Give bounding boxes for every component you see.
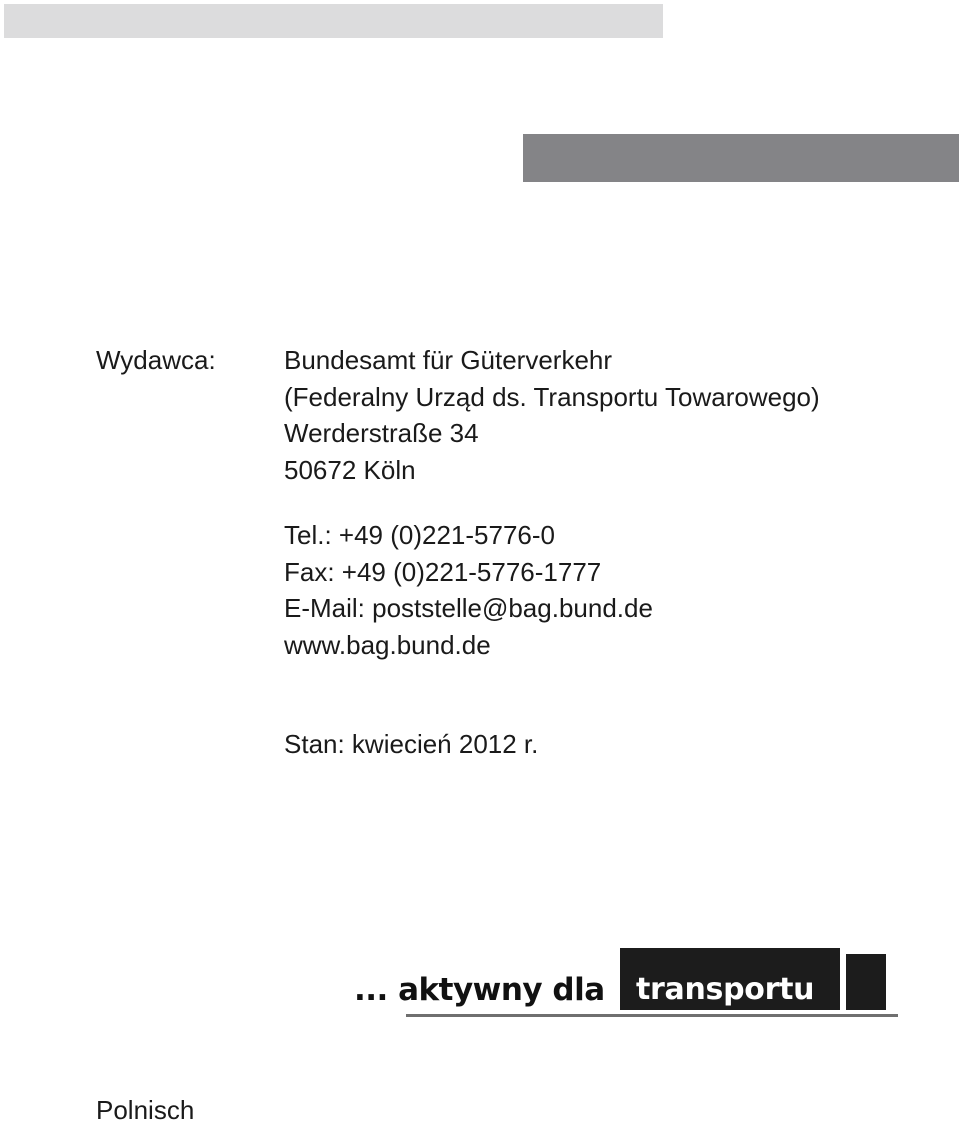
contact-block (284, 517, 653, 663)
side-decor-bar (523, 134, 959, 182)
publisher-label: Wydawca: (96, 345, 216, 375)
bag-logo (354, 946, 898, 1022)
logo-dark-box (620, 948, 840, 1010)
top-decor-bar (4, 4, 663, 38)
status-date: Stan: kwiecień 2012 r. (284, 729, 539, 759)
publisher-address (284, 342, 820, 488)
publisher-translation: (Federalny Urząd ds. Transportu Towarowego) (284, 381, 820, 412)
contact-website[interactable]: www.bag.bund.de (284, 629, 491, 660)
language-label: Polnisch (96, 1095, 195, 1125)
logo-highlight: transportu (636, 972, 815, 1007)
logo-square (846, 954, 886, 1010)
contact-email[interactable]: E-Mail: poststelle@bag.bund.de (284, 593, 653, 623)
publisher-city: 50672 Köln (284, 454, 416, 485)
publisher-name: Bundesamt für Güterverkehr (284, 345, 613, 375)
contact-fax: Fax: +49 (0)221-5776-1777 (284, 556, 602, 587)
publisher-street: Werderstraße 34 (284, 418, 479, 448)
contact-tel: Tel.: +49 (0)221-5776-0 (284, 520, 556, 550)
logo-prefix: ... aktywny dla (354, 972, 605, 1008)
logo-underline (406, 1014, 898, 1017)
